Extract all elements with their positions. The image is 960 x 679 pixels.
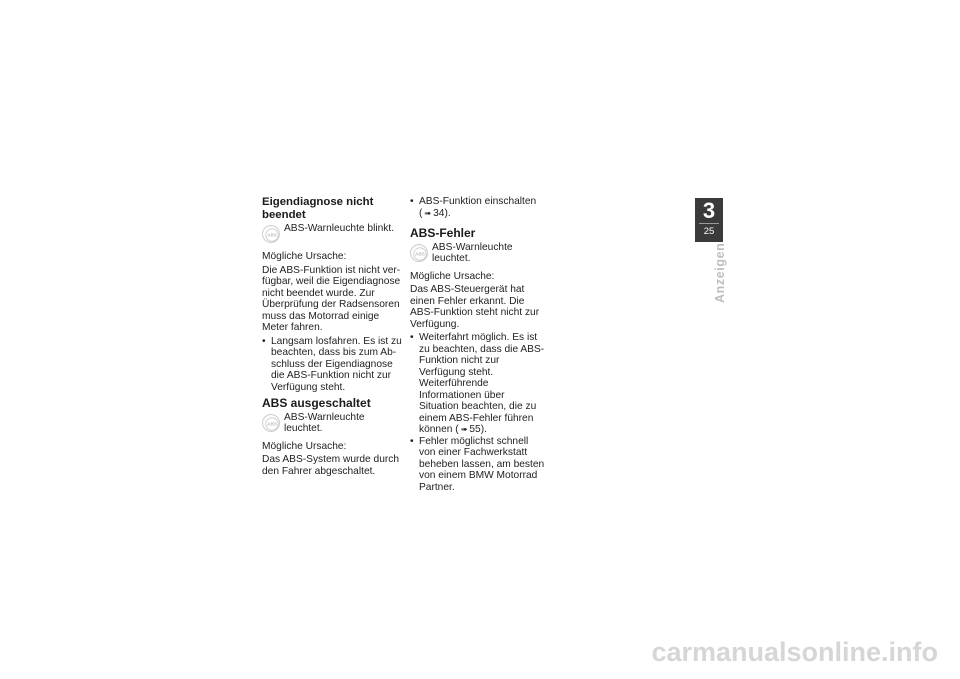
warning-text: ABS-Warnleuchte leuchtet. bbox=[284, 411, 365, 434]
chapter-tab bbox=[695, 198, 723, 242]
heading-abs-fehler: ABS-Fehler bbox=[410, 226, 476, 240]
bullet-text: Weiterfahrt möglich. Es ist zu beachten, dass die ABS-Funktion nicht zur Verfügung steht. Weiterführende Informationen über Situation beachten, die zu einem ABS-Fehler führen können bbox=[419, 332, 545, 435]
cause-label: Mögliche Ursache: bbox=[262, 440, 347, 452]
bullet-item-weiterfahrt bbox=[410, 332, 546, 436]
abs-icon-label: ABS bbox=[267, 232, 277, 238]
ref-open: ( bbox=[419, 207, 423, 219]
watermark: carmanualsonline.info bbox=[651, 637, 938, 667]
bullet-text: ABS-Funktion einschalten bbox=[419, 196, 537, 207]
heading-abs-ausgeschaltet: ABS ausgeschaltet bbox=[262, 396, 371, 410]
cause-text: Das ABS-System wurde durch den Fahrer abgeschaltet. bbox=[262, 454, 400, 477]
warning-text: ABS-Warnleuchte leuchtet. bbox=[432, 241, 513, 264]
page-reference[interactable]: 34). bbox=[433, 207, 451, 219]
page-number: 25 bbox=[703, 226, 715, 237]
abs-warning-lamp-icon bbox=[262, 225, 280, 243]
arrow-reference-icon: ➠ bbox=[460, 425, 468, 434]
chapter-divider bbox=[699, 223, 719, 224]
cause-text: Das ABS-Steuergerät hat einen Fehler erkannt. Die ABS-Funktion steht nicht zur Verfügung. bbox=[410, 284, 540, 330]
bullet-item: • Langsam losfahren. Es ist zu beachten, dass bis zum Abschluss der Eigendiagnose die ABS-Funktion nicht zur Verfügung steht. bbox=[262, 336, 402, 394]
chapter-number: 3 bbox=[702, 198, 716, 223]
abs-icon-label: ABS bbox=[415, 251, 425, 257]
warning-text: ABS-Warnleuchte blinkt. bbox=[284, 223, 395, 234]
page-reference[interactable]: 55). bbox=[469, 424, 487, 435]
warning-row-leuchtet bbox=[262, 412, 402, 435]
warning-row-leuchtet bbox=[410, 242, 546, 265]
heading-eigendiagnose: Eigendiagnose nicht beendet bbox=[262, 196, 374, 221]
arrow-reference-icon: ➠ bbox=[424, 208, 432, 218]
left-column bbox=[262, 196, 402, 479]
abs-icon-label: ABS bbox=[267, 421, 277, 427]
abs-warning-lamp-icon bbox=[262, 414, 280, 432]
bullet-item-einschalten bbox=[410, 196, 546, 219]
cause-label: Mögliche Ursache: bbox=[410, 270, 495, 282]
cause-text: Die ABS-Funktion ist nicht verfügbar, weil die Eigendiagnose nicht beendet wurde. Zur Überprüfung der Radsensoren muss das Motorrad einige Meter fahren. bbox=[262, 264, 401, 333]
ref-open: ( bbox=[455, 424, 459, 435]
cause-label: Mögliche Ursache: bbox=[262, 251, 347, 262]
bullet-item-fachwerkstatt: • Fehler möglichst schnell von einer Fachwerkstatt beheben lassen, am besten von einem BMW Motorrad Partner. bbox=[410, 436, 546, 494]
abs-warning-lamp-icon bbox=[410, 244, 428, 262]
warning-row-blinkt bbox=[262, 223, 402, 245]
right-column bbox=[410, 196, 546, 493]
chapter-title: Anzeigen bbox=[713, 242, 727, 303]
